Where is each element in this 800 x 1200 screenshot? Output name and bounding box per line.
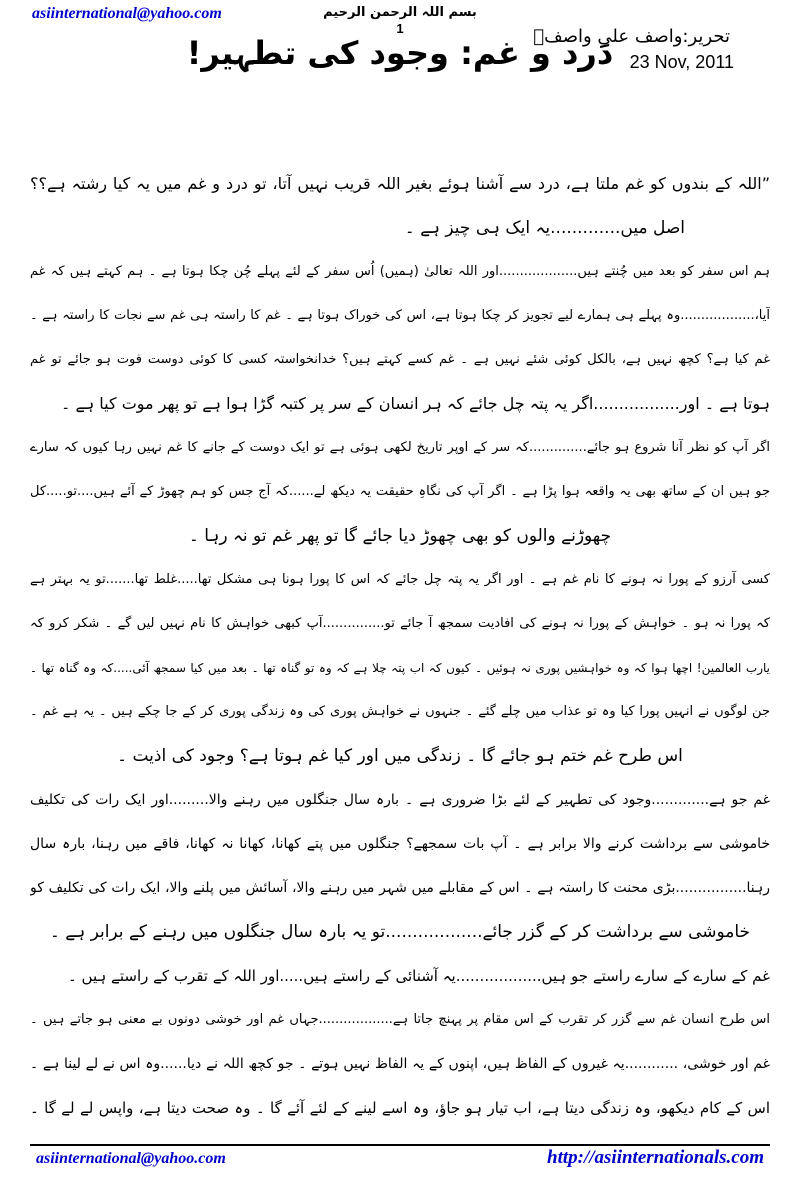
body-line: آیا،..................وہ پہلے ہی ہمارے لیے تجویز کر چکا ہوتا ہے، اس کی خوراک ہوتا ہے ۔ غم کا راستہ ہی غم سے نجات کا راستہ ہے ۔: [30, 308, 770, 323]
body-line: ہوتا ہے ۔ اور.................اگر یہ پتہ چل جائے کہ ہر انسان کے سر پر کتبہ گڑا ہوا ہے تو پھر موت کیا ہے ۔: [61, 394, 770, 413]
body-line: کہ پورا نہ ہو ۔ خواہش کے پورا نہ ہونے کی افادیت سمجھ آ جائے تو...............آپ کبھی خواہش کا نام نہیں لیں گے ۔ شکر کرو کہ: [30, 616, 770, 631]
body-line: چھوڑنے والوں کو بھی چھوڑ دیا جائے گا تو پھر غم تو نہ رہا ۔: [188, 526, 612, 546]
bismillah-text: بسم اللہ الرحمن الرحیم: [323, 5, 477, 20]
body-line: کسی آرزو کے پورا نہ ہونے کا نام غم ہے ۔ اور اگر یہ پتہ چل جائے کہ اس کا پورا ہونا ہی مشکل تھا.....غلط تھا.......تو یہ بہتر ہے: [30, 572, 770, 587]
footer-rule: [30, 1144, 770, 1146]
footer-email-link[interactable]: asiinternational@yahoo.com: [36, 1150, 226, 1167]
author-byline: تحریر:واصف علی واصفؒ: [533, 26, 730, 47]
body-line: غم جو ہے.............وجود کی تطہیر کے لئے بڑا ضروری ہے ۔ بارہ سال جنگلوں میں رہنے والا.........اور ایک رات کی تکلیف: [30, 792, 770, 808]
body-line: غم اور خوشی، ............یہ غیروں کے الفاظ ہیں، اپنوں کے یہ الفاظ نہیں ہوتے ۔ جو کچھ اللہ نے دیا......وہ اس نے لے لینا ہے ۔: [30, 1056, 770, 1072]
article-date: 23 Nov, 2011: [629, 52, 734, 72]
body-line: رہنا................بڑی محنت کا راستہ ہے ۔ اس کے مقابلے میں شہر میں رہنے والا، آسائش میں پلنے والا، ایک رات کی تکلیف کو: [30, 880, 770, 896]
header-email-link[interactable]: asiinternational@yahoo.com: [32, 5, 222, 22]
body-line: یارب العالمین! اچھا ہوا کہ وہ خواہشیں پوری نہ ہوئیں ۔ کیوں کہ اب پتہ چلا ہے کہ وہ تو گناہ تھا ۔ بعد میں کیا سمجھ آئی.....کہ وہ گناہ تھا ۔: [30, 661, 770, 675]
article-body: [30, 162, 770, 1130]
body-line: جن لوگوں نے انہیں پورا کیا وہ تو عذاب میں چلے گئے ۔ جنہوں نے خواہش پوری کی وہ زندگی پوری کر کے جا چکے ہیں ۔ یہ ہے غم ۔: [30, 704, 770, 719]
body-line: ”اللہ کے بندوں کو غم ملتا ہے، درد سے آشنا ہوئے بغیر اللہ قریب نہیں آتا، تو درد و غم میں یہ کیا رشتہ ہے؟؟: [30, 174, 770, 193]
body-line: غم کیا ہے؟ کچھ نہیں ہے، بالکل کوئی شئے نہیں ہے ۔ غم کسے کہتے ہیں؟ خدانخواستہ کسی کا کوئی دوست فوت ہو جائے تو غم: [30, 352, 770, 367]
page-title: دَرد و غم: وجود کی تطہیر!: [186, 34, 614, 72]
body-line: اس کے کام دیکھو، وہ زندگی دیتا ہے، اب تیار ہو جاؤ، وہ اسے لینے کے لئے آئے گا ۔ وہ صحت دیتا ہے، واپس لے لے گا ۔: [30, 1099, 770, 1117]
page-number: 1: [396, 21, 404, 36]
footer-website-link[interactable]: http://asiinternationals.com: [547, 1147, 764, 1168]
body-line: جو ہیں ان کے ساتھ بھی یہ واقعہ ہوا پڑا ہے ۔ اگر آپ کی نگاہِ حقیقت یہ دیکھ لے......کہ آج جس کو ہم چھوڑ کے آئے ہیں....تو.....کل: [30, 484, 770, 499]
body-line: اصل میں.............یہ ایک ہی چیز ہے ۔: [404, 218, 685, 238]
body-line: اگر آپ کو نظر آنا شروع ہو جائے..............کہ سر کے اوپر تاریخ لکھی ہوئی ہے تو ایک دوست کے جانے کا غم نہیں رہا کیوں کہ سارے: [30, 440, 770, 455]
body-line: خاموشی سے برداشت کرنے والا برابر ہے ۔ آپ بات سمجھے؟ جنگلوں میں پتے کھانا، کھانا نہ کھانا، فاقے میں رہنا، بارہ سال: [30, 836, 770, 852]
body-line: خاموشی سے برداشت کر کے گزر جائے..................تو یہ بارہ سال جنگلوں میں رہنے کے برابر ہے ۔: [49, 922, 751, 942]
body-line: اس طرح غم ختم ہو جائے گا ۔ زندگی میں اور کیا غم ہوتا ہے؟ وجود کی اذیت ۔: [117, 746, 683, 766]
body-line: اس طرح انسان غم سے گزر کر تقرب کے اس مقام پر پہنچ جاتا ہے..................جہاں غم اور خوشی دونوں بے معنی ہو جاتے ہیں ۔: [30, 1012, 770, 1027]
body-line: غم کے سارے کے سارے راستے جو ہیں..................یہ آشنائی کے راستے ہیں.....اور اللہ کے تقرب کے راستے ہیں ۔: [68, 967, 770, 985]
body-line: ہم اس سفر کو بعد میں چُنتے ہیں...................اور اللہ تعالیٰ (ہمیں) اُس سفر کے لئے پہلے چُن چکا ہوتا ہے ۔ ہم کہتے ہیں کہ غم: [30, 264, 770, 279]
